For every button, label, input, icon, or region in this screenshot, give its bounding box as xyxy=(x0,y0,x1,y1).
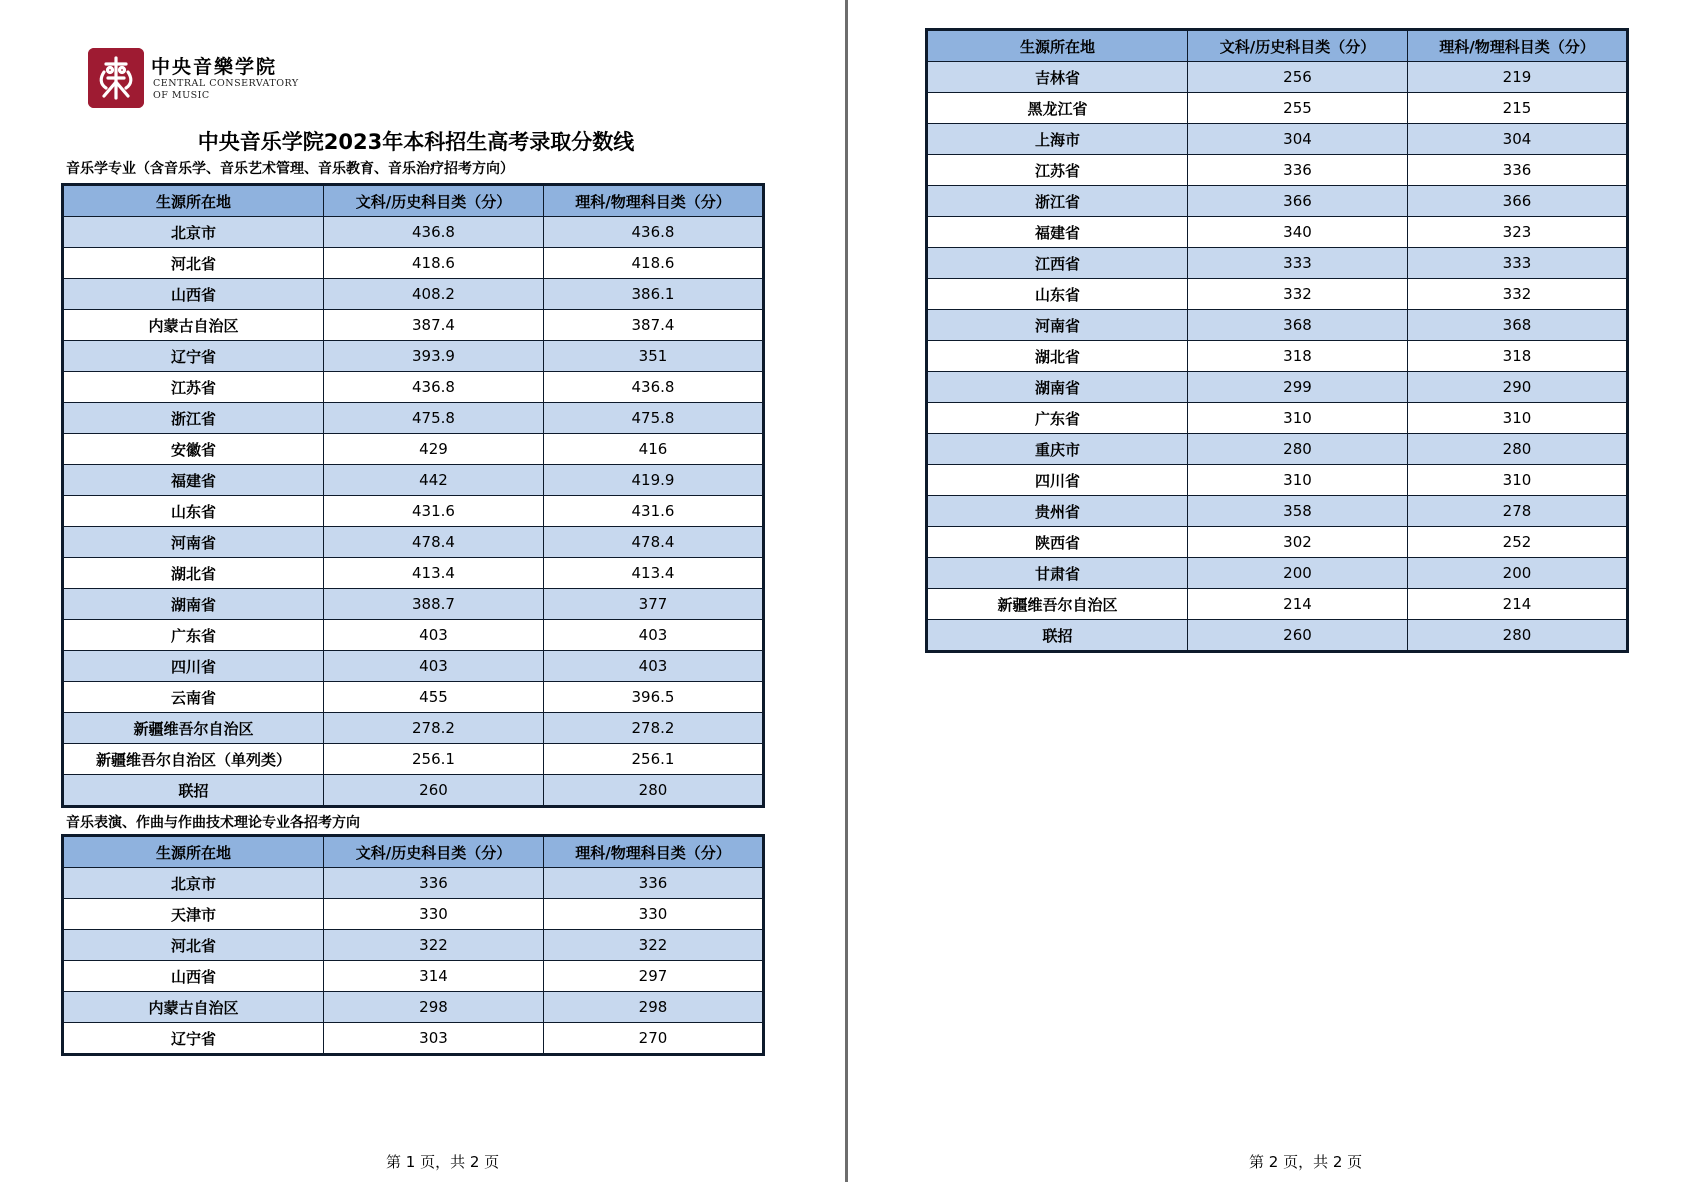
document-title: 中央音乐学院2023年本科招生高考录取分数线 xyxy=(197,130,635,154)
cell-location: 甘肃省 xyxy=(927,558,1188,589)
cell-location: 河北省 xyxy=(63,930,324,961)
cell-science-score: 310 xyxy=(1408,465,1628,496)
table-row xyxy=(63,217,764,248)
table-row xyxy=(927,310,1628,341)
table-row xyxy=(63,372,764,403)
cell-liberal-score: 200 xyxy=(1188,558,1408,589)
cell-science-score: 475.8 xyxy=(544,403,764,434)
table-row xyxy=(927,62,1628,93)
cell-location: 湖北省 xyxy=(927,341,1188,372)
cell-location: 湖南省 xyxy=(63,589,324,620)
cell-science-score: 270 xyxy=(544,1023,764,1055)
page-number: 第 2 页，共 2 页 xyxy=(1249,1153,1363,1171)
table-row xyxy=(63,868,764,899)
cell-location: 联招 xyxy=(927,620,1188,652)
cell-liberal-score: 280 xyxy=(1188,434,1408,465)
table-row xyxy=(927,403,1628,434)
cell-location: 上海市 xyxy=(927,124,1188,155)
cell-liberal-score: 358 xyxy=(1188,496,1408,527)
cell-science-score: 431.6 xyxy=(544,496,764,527)
table-row xyxy=(927,558,1628,589)
cell-science-score: 403 xyxy=(544,651,764,682)
cell-location: 内蒙古自治区 xyxy=(63,310,324,341)
table-row xyxy=(63,279,764,310)
table-row xyxy=(927,124,1628,155)
cell-liberal-score: 408.2 xyxy=(324,279,544,310)
table-row xyxy=(63,899,764,930)
section1-caption: 音乐学专业（含音乐学、音乐艺术管理、音乐教育、音乐治疗招考方向） xyxy=(66,161,514,177)
section2-table-page1 xyxy=(61,834,765,1056)
cell-location: 福建省 xyxy=(63,465,324,496)
cell-liberal-score: 336 xyxy=(324,868,544,899)
cell-location: 广东省 xyxy=(63,620,324,651)
cell-location: 重庆市 xyxy=(927,434,1188,465)
cell-science-score: 214 xyxy=(1408,589,1628,620)
table-row xyxy=(63,496,764,527)
cell-liberal-score: 256.1 xyxy=(324,744,544,775)
cell-liberal-score: 336 xyxy=(1188,155,1408,186)
cell-liberal-score: 332 xyxy=(1188,279,1408,310)
section2-body-page2 xyxy=(927,62,1628,652)
logo-chinese-name: 中央音樂学院 xyxy=(151,56,278,78)
table-row xyxy=(927,341,1628,372)
cell-science-score: 318 xyxy=(1408,341,1628,372)
cell-location: 贵州省 xyxy=(927,496,1188,527)
section2-caption: 音乐表演、作曲与作曲技术理论专业各招考方向 xyxy=(66,815,360,831)
cell-liberal-score: 431.6 xyxy=(324,496,544,527)
cell-location: 山西省 xyxy=(63,279,324,310)
page-2 xyxy=(848,0,1690,1182)
cell-liberal-score: 214 xyxy=(1188,589,1408,620)
table-row xyxy=(63,930,764,961)
cell-location: 浙江省 xyxy=(63,403,324,434)
table-row xyxy=(63,1023,764,1055)
cell-liberal-score: 310 xyxy=(1188,403,1408,434)
cell-location: 新疆维吾尔自治区 xyxy=(927,589,1188,620)
cell-location: 陕西省 xyxy=(927,527,1188,558)
cell-liberal-score: 436.8 xyxy=(324,217,544,248)
cell-location: 山东省 xyxy=(63,496,324,527)
header-science: 理科/物理科目类（分） xyxy=(544,836,764,868)
cell-science-score: 478.4 xyxy=(544,527,764,558)
cell-location: 浙江省 xyxy=(927,186,1188,217)
cell-science-score: 323 xyxy=(1408,217,1628,248)
cell-location: 福建省 xyxy=(927,217,1188,248)
table-row xyxy=(63,713,764,744)
cell-science-score: 396.5 xyxy=(544,682,764,713)
header-science: 理科/物理科目类（分） xyxy=(544,185,764,217)
cell-liberal-score: 455 xyxy=(324,682,544,713)
cell-location: 湖北省 xyxy=(63,558,324,589)
cell-liberal-score: 436.8 xyxy=(324,372,544,403)
cell-location: 新疆维吾尔自治区（单列类） xyxy=(63,744,324,775)
cell-liberal-score: 413.4 xyxy=(324,558,544,589)
table-row xyxy=(63,620,764,651)
table-row xyxy=(927,217,1628,248)
header-liberal: 文科/历史科目类（分） xyxy=(324,836,544,868)
cell-science-score: 377 xyxy=(544,589,764,620)
cell-location: 北京市 xyxy=(63,217,324,248)
cell-location: 安徽省 xyxy=(63,434,324,465)
section2-body-page1 xyxy=(63,868,764,1055)
cell-science-score: 278 xyxy=(1408,496,1628,527)
table-row xyxy=(927,434,1628,465)
cell-science-score: 419.9 xyxy=(544,465,764,496)
cell-location: 江西省 xyxy=(927,248,1188,279)
cell-science-score: 280 xyxy=(1408,434,1628,465)
header-location: 生源所在地 xyxy=(927,30,1188,62)
cell-liberal-score: 298 xyxy=(324,992,544,1023)
table-row xyxy=(63,961,764,992)
conservatory-emblem-icon xyxy=(88,48,144,108)
header-location: 生源所在地 xyxy=(63,836,324,868)
cell-liberal-score: 333 xyxy=(1188,248,1408,279)
cell-science-score: 280 xyxy=(544,775,764,807)
table-header-row xyxy=(63,185,764,217)
cell-liberal-score: 418.6 xyxy=(324,248,544,279)
cell-location: 河北省 xyxy=(63,248,324,279)
cell-liberal-score: 429 xyxy=(324,434,544,465)
logo xyxy=(88,48,308,108)
cell-science-score: 386.1 xyxy=(544,279,764,310)
cell-science-score: 330 xyxy=(544,899,764,930)
cell-location: 新疆维吾尔自治区 xyxy=(63,713,324,744)
table-row xyxy=(63,465,764,496)
cell-liberal-score: 318 xyxy=(1188,341,1408,372)
cell-liberal-score: 304 xyxy=(1188,124,1408,155)
cell-liberal-score: 310 xyxy=(1188,465,1408,496)
cell-science-score: 336 xyxy=(544,868,764,899)
cell-location: 河南省 xyxy=(63,527,324,558)
cell-liberal-score: 387.4 xyxy=(324,310,544,341)
cell-science-score: 322 xyxy=(544,930,764,961)
section1-table xyxy=(61,183,765,808)
table-row xyxy=(927,496,1628,527)
table-row xyxy=(63,248,764,279)
header-liberal: 文科/历史科目类（分） xyxy=(324,185,544,217)
cell-location: 云南省 xyxy=(63,682,324,713)
cell-location: 四川省 xyxy=(63,651,324,682)
cell-science-score: 278.2 xyxy=(544,713,764,744)
cell-science-score: 215 xyxy=(1408,93,1628,124)
cell-location: 山东省 xyxy=(927,279,1188,310)
header-liberal: 文科/历史科目类（分） xyxy=(1188,30,1408,62)
cell-science-score: 403 xyxy=(544,620,764,651)
cell-location: 江苏省 xyxy=(927,155,1188,186)
table-row xyxy=(63,744,764,775)
table-row xyxy=(927,93,1628,124)
logo-english-name xyxy=(153,78,299,102)
table-row xyxy=(927,465,1628,496)
cell-science-score: 333 xyxy=(1408,248,1628,279)
table-row xyxy=(63,775,764,807)
cell-liberal-score: 330 xyxy=(324,899,544,930)
cell-liberal-score: 314 xyxy=(324,961,544,992)
cell-liberal-score: 278.2 xyxy=(324,713,544,744)
cell-science-score: 297 xyxy=(544,961,764,992)
cell-liberal-score: 478.4 xyxy=(324,527,544,558)
logo-english-line-2: OF MUSIC xyxy=(153,90,210,101)
table-row xyxy=(63,682,764,713)
page-number: 第 1 页，共 2 页 xyxy=(386,1153,500,1171)
cell-science-score: 304 xyxy=(1408,124,1628,155)
table-row xyxy=(927,279,1628,310)
cell-location: 天津市 xyxy=(63,899,324,930)
cell-location: 广东省 xyxy=(927,403,1188,434)
header-location: 生源所在地 xyxy=(63,185,324,217)
cell-location: 江苏省 xyxy=(63,372,324,403)
cell-science-score: 351 xyxy=(544,341,764,372)
section2-table-page2 xyxy=(925,28,1629,653)
cell-science-score: 332 xyxy=(1408,279,1628,310)
table-header-row xyxy=(927,30,1628,62)
cell-liberal-score: 303 xyxy=(324,1023,544,1055)
cell-science-score: 416 xyxy=(544,434,764,465)
table-row xyxy=(927,620,1628,652)
cell-science-score: 252 xyxy=(1408,527,1628,558)
table-row xyxy=(927,155,1628,186)
table-row xyxy=(927,527,1628,558)
cell-liberal-score: 403 xyxy=(324,620,544,651)
cell-liberal-score: 403 xyxy=(324,651,544,682)
cell-liberal-score: 393.9 xyxy=(324,341,544,372)
cell-liberal-score: 256 xyxy=(1188,62,1408,93)
cell-liberal-score: 442 xyxy=(324,465,544,496)
cell-location: 联招 xyxy=(63,775,324,807)
table-row xyxy=(63,651,764,682)
cell-liberal-score: 260 xyxy=(324,775,544,807)
table-row xyxy=(927,186,1628,217)
cell-location: 河南省 xyxy=(927,310,1188,341)
cell-science-score: 368 xyxy=(1408,310,1628,341)
cell-location: 山西省 xyxy=(63,961,324,992)
cell-liberal-score: 340 xyxy=(1188,217,1408,248)
cell-location: 四川省 xyxy=(927,465,1188,496)
cell-liberal-score: 322 xyxy=(324,930,544,961)
cell-science-score: 387.4 xyxy=(544,310,764,341)
cell-location: 辽宁省 xyxy=(63,341,324,372)
cell-science-score: 413.4 xyxy=(544,558,764,589)
cell-science-score: 256.1 xyxy=(544,744,764,775)
logo-english-line-1: CENTRAL CONSERVATORY xyxy=(153,78,299,89)
cell-science-score: 418.6 xyxy=(544,248,764,279)
table-row xyxy=(63,310,764,341)
cell-science-score: 290 xyxy=(1408,372,1628,403)
table-row xyxy=(63,992,764,1023)
cell-location: 北京市 xyxy=(63,868,324,899)
table-row xyxy=(63,403,764,434)
cell-location: 吉林省 xyxy=(927,62,1188,93)
cell-liberal-score: 388.7 xyxy=(324,589,544,620)
cell-science-score: 219 xyxy=(1408,62,1628,93)
table-row xyxy=(63,527,764,558)
cell-science-score: 436.8 xyxy=(544,217,764,248)
cell-science-score: 336 xyxy=(1408,155,1628,186)
cell-science-score: 310 xyxy=(1408,403,1628,434)
cell-location: 辽宁省 xyxy=(63,1023,324,1055)
cell-liberal-score: 260 xyxy=(1188,620,1408,652)
cell-liberal-score: 366 xyxy=(1188,186,1408,217)
cell-liberal-score: 302 xyxy=(1188,527,1408,558)
cell-science-score: 436.8 xyxy=(544,372,764,403)
cell-science-score: 366 xyxy=(1408,186,1628,217)
cell-location: 内蒙古自治区 xyxy=(63,992,324,1023)
table-row xyxy=(927,248,1628,279)
cell-location: 湖南省 xyxy=(927,372,1188,403)
cell-liberal-score: 475.8 xyxy=(324,403,544,434)
cell-location: 黑龙江省 xyxy=(927,93,1188,124)
cell-science-score: 200 xyxy=(1408,558,1628,589)
table-row xyxy=(63,589,764,620)
cell-science-score: 280 xyxy=(1408,620,1628,652)
header-science: 理科/物理科目类（分） xyxy=(1408,30,1628,62)
table-row xyxy=(927,372,1628,403)
table-header-row xyxy=(63,836,764,868)
table-row xyxy=(63,558,764,589)
table-row xyxy=(927,589,1628,620)
cell-science-score: 298 xyxy=(544,992,764,1023)
cell-liberal-score: 368 xyxy=(1188,310,1408,341)
cell-liberal-score: 299 xyxy=(1188,372,1408,403)
table-row xyxy=(63,341,764,372)
table-row xyxy=(63,434,764,465)
section1-body xyxy=(63,217,764,807)
cell-liberal-score: 255 xyxy=(1188,93,1408,124)
